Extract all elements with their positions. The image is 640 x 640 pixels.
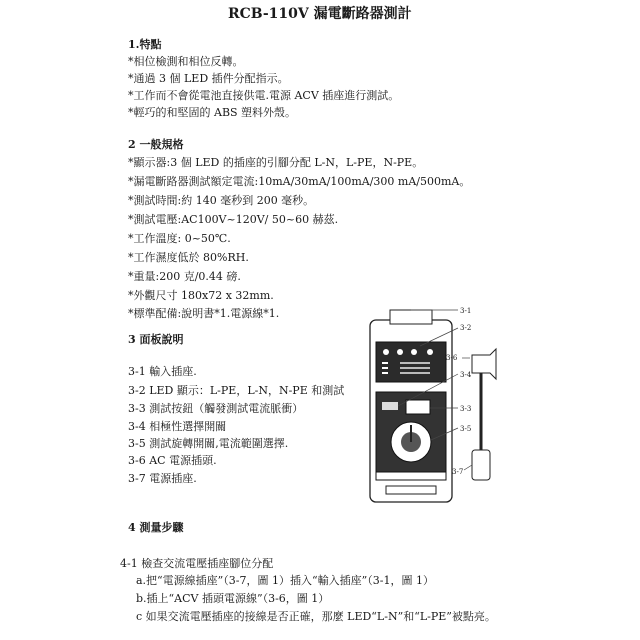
section-heading: 4 測量步驟 — [128, 521, 184, 534]
step-line: a.把“電源線插座”（3-7，圖 1）插入“輸入插座”（3-1，圖 1） — [136, 574, 434, 587]
step-line: b.插上“ACV 插頭電源線”（3-6，圖 1） — [136, 592, 330, 605]
feature-line: *相位檢測和相位反轉。 — [128, 55, 244, 68]
led-row — [382, 372, 388, 374]
test-button — [406, 400, 430, 414]
feature-line: *通過 3 個 LED 插件分配指示。 — [128, 72, 289, 85]
callout-label: 3-7 — [452, 468, 464, 476]
led-row — [400, 367, 430, 369]
led-icon — [427, 349, 433, 355]
panel-line: 3-1 輸入插座. — [128, 365, 197, 378]
spec-line: *顯示器:3 個 LED 的插座的引腳分配 L-N，L-PE，N-PE。 — [128, 156, 424, 169]
ac-plug-icon — [472, 349, 496, 379]
step-line: c 如果交流電壓插座的接線是否正確，那麼 LED“L-N”和“L-PE”被點亮。 — [136, 610, 496, 623]
section-heading: 2 一般規格 — [128, 138, 184, 151]
callout-label: 3-5 — [460, 425, 472, 433]
spec-line: *測試電壓:AC100V~120V/ 50~60 赫茲. — [128, 213, 339, 226]
led-row — [382, 362, 388, 364]
callout-label: 3-4 — [460, 371, 472, 379]
panel-line: 3-5 測試旋轉開關,電流範圍選擇. — [128, 437, 289, 450]
step-line: 4-1 檢查交流電壓插座腳位分配 — [120, 557, 274, 570]
led-icon — [411, 349, 417, 355]
panel-line: 3-2 LED 顯示：L-PE，L-N，N-PE 和測試 — [128, 384, 345, 397]
input-socket — [390, 310, 432, 324]
power-socket-icon — [472, 450, 490, 480]
spec-line: *工作濕度低於 80%RH. — [128, 251, 249, 264]
callout-label: 3-1 — [460, 307, 472, 315]
spec-line: *工作溫度: 0~50℃. — [128, 232, 231, 245]
led-icon — [383, 349, 389, 355]
panel-line: 3-6 AC 電源插頭. — [128, 454, 217, 467]
spec-line: *重量:200 克/0.44 磅. — [128, 270, 241, 283]
spec-line: *測試時間:約 140 毫秒到 200 毫秒。 — [128, 194, 315, 207]
callout-label: 3-2 — [460, 324, 472, 332]
feature-line: *工作而不會從電池直接供電.電源 ACV 插座進行測試。 — [128, 89, 400, 102]
section-heading: 3 面板說明 — [128, 333, 184, 346]
callout-label: 3-6 — [446, 354, 458, 362]
led-row — [400, 372, 430, 374]
page-title: RCB-110V 漏電斷路器測計 — [228, 6, 412, 22]
spec-line: *標準配備:說明書*1.電源線*1. — [128, 307, 280, 320]
device-diagram — [360, 300, 510, 510]
spec-line: *外觀尺寸 180x72 x 32mm. — [128, 289, 274, 302]
bottom-label — [386, 486, 436, 494]
section-heading: 1.特點 — [128, 38, 162, 51]
led-row — [400, 362, 430, 364]
callout-label: 3-3 — [460, 405, 472, 413]
panel-line: 3-7 電源插座. — [128, 472, 197, 485]
spec-line: *漏電斷路器測試額定電流:10mA/30mA/100mA/300 mA/500mA。 — [128, 175, 471, 188]
panel-line: 3-3 測試按鈕（觸發測試電流脈衝） — [128, 402, 304, 415]
led-icon — [397, 349, 403, 355]
led-row — [382, 367, 388, 369]
panel-line: 3-4 相極性選擇開關 — [128, 420, 227, 433]
polarity-switch — [382, 402, 398, 410]
brand-strip — [376, 472, 446, 480]
feature-line: *輕巧的和堅固的 ABS 塑料外殼。 — [128, 106, 297, 119]
